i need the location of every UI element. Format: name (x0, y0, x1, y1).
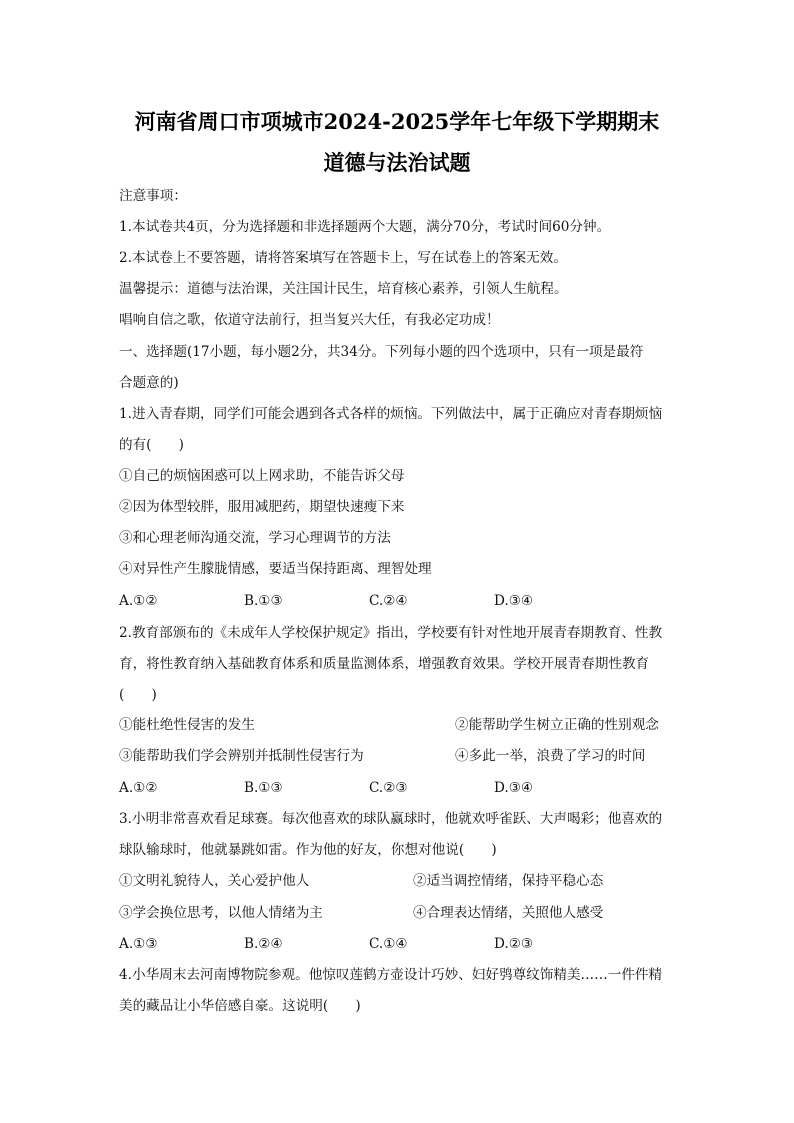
q2-option-a: A.①② (119, 780, 158, 796)
q3-statement-2: ②适当调控情绪，保持平稳心态 (413, 873, 604, 889)
notes-slogan: 唱响自信之歌，依道守法前行，担当复兴大任，有我必定功成！ (119, 312, 500, 328)
q2-statement-4: ④多此一举，浪费了学习的时间 (455, 748, 646, 764)
q2-statement-1: ①能杜绝性侵害的发生 (119, 717, 255, 733)
notes-item-1: 1.本试卷共4页，分为选择题和非选择题两个大题，满分70分，考试时间60分钟。 (119, 219, 611, 235)
q1-stem: 1.进入青春期，同学们可能会遇到各式各样的烦恼。下列做法中，属于正确应对青春期烦恼 (119, 406, 663, 422)
q2-stem-blank: ( ) (119, 687, 157, 703)
q1-option-a: A.①② (119, 593, 158, 609)
exam-title-line1: 河南省周口市项城市2024-2025学年七年级下学期期末 (134, 109, 660, 134)
q2-option-d: D.③④ (494, 780, 534, 796)
section-1-heading-cont: 合题意的) (119, 375, 179, 391)
q2-stem-cont: 育，将性教育纳入基础教育体系和质量监测体系，增强教育效果。学校开展青春期性教育 (119, 656, 650, 672)
q3-option-c: C.①④ (369, 936, 408, 952)
q3-statement-3: ③学会换位思考，以他人情绪为主 (119, 905, 323, 921)
q1-statement-4: ④对异性产生朦胧情感，要适当保持距离、理智处理 (119, 561, 432, 577)
q3-option-d: D.②③ (494, 936, 534, 952)
q1-statement-3: ③和心理老师沟通交流，学习心理调节的方法 (119, 530, 391, 546)
q1-statement-2: ②因为体型较胖，服用减肥药，期望快速瘦下来 (119, 499, 405, 515)
q3-option-a: A.①③ (119, 936, 158, 952)
exam-title-line2: 道德与法治试题 (323, 150, 471, 175)
notes-tip: 温馨提示：道德与法治课，关注国计民生，培育核心素养，引领人生航程。 (119, 281, 568, 297)
q4-stem: 4.小华周末去河南博物院参观。他惊叹莲鹤方壶设计巧妙、妇好鸮尊纹饰精美……一件件精 (119, 967, 663, 983)
q3-stem-cont: 球队输球时，他就暴跳如雷。作为他的好友，你想对他说( ) (119, 842, 497, 858)
q1-statement-1: ①自己的烦恼困惑可以上网求助，不能告诉父母 (119, 468, 405, 484)
q3-stem: 3.小明非常喜欢看足球赛。每次他喜欢的球队赢球时，他就欢呼雀跃、大声喝彩；他喜欢的 (119, 811, 663, 827)
q2-stem: 2.教育部颁布的《未成年人学校保护规定》指出，学校要有针对性地开展青春期教育、性教 (119, 625, 663, 641)
q3-statement-4: ④合理表达情绪，关照他人感受 (413, 905, 604, 921)
q1-option-b: B.①③ (244, 593, 283, 609)
notes-item-2: 2.本试卷上不要答题，请将答案填写在答题卡上，写在试卷上的答案无效。 (119, 250, 567, 266)
notes-heading: 注意事项： (119, 188, 187, 204)
q3-statement-1: ①文明礼貌待人，关心爱护他人 (119, 873, 310, 889)
q2-statement-3: ③能帮助我们学会辨别并抵制性侵害行为 (119, 748, 364, 764)
q3-option-b: B.②④ (244, 936, 283, 952)
q4-stem-cont: 美的藏品让小华倍感自豪。这说明( ) (119, 998, 361, 1014)
q2-option-b: B.①③ (244, 780, 283, 796)
q1-option-d: D.③④ (494, 593, 534, 609)
q2-statement-2: ②能帮助学生树立正确的性别观念 (455, 717, 659, 733)
q1-option-c: C.②④ (369, 593, 408, 609)
section-1-heading: 一、选择题(17小题，每小题2分，共34分。下列每小题的四个选项中，只有一项是最符 (119, 344, 644, 360)
q1-stem-cont: 的有( ) (119, 437, 184, 453)
q2-option-c: C.②③ (369, 780, 408, 796)
